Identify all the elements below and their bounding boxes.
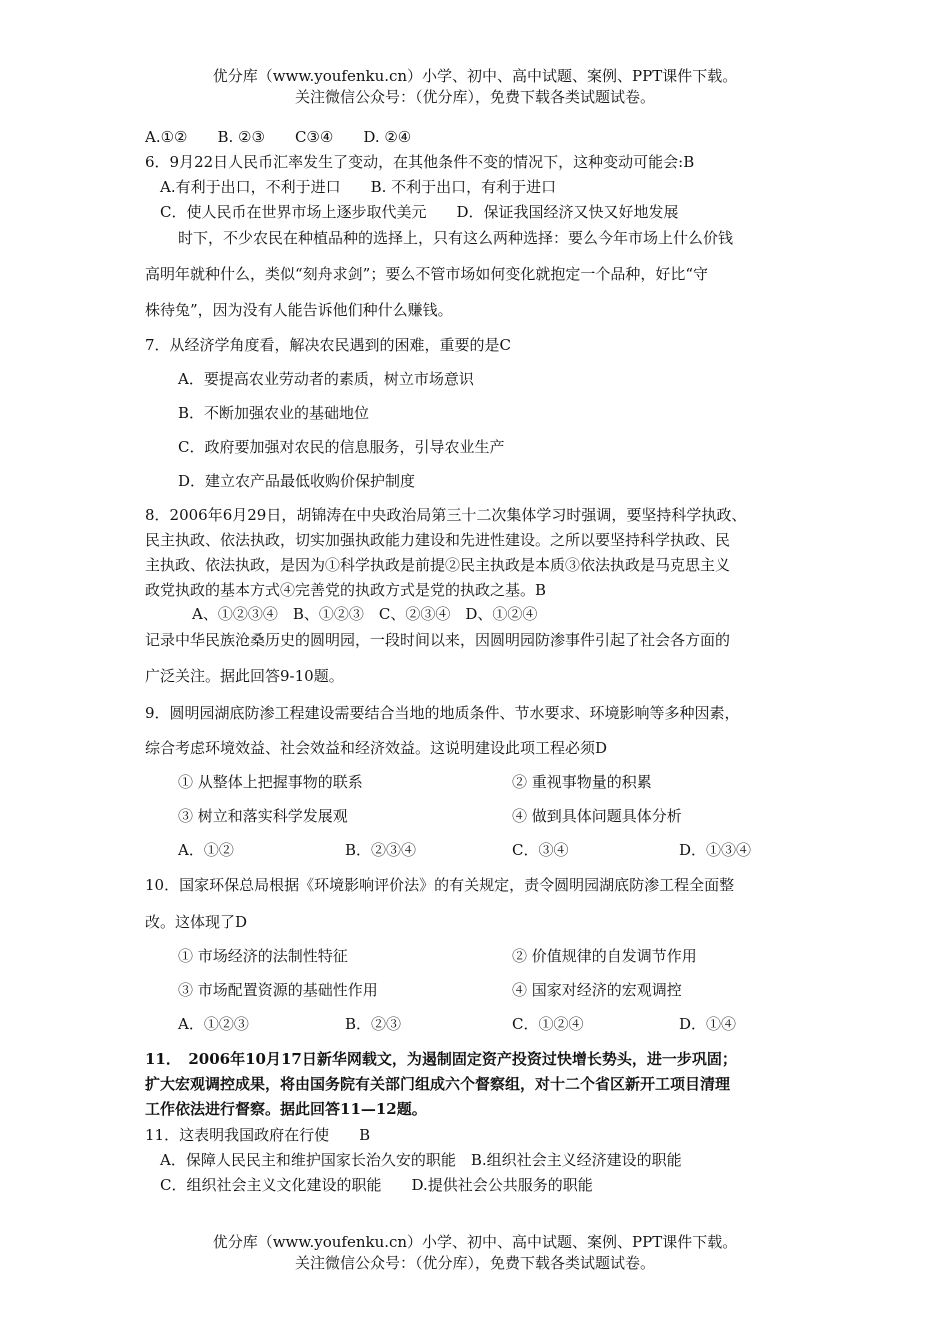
q8-line-1: 8．2006年6月29日，胡锦涛在中央政治局第三十二次集体学习时强调，要坚持科学执政、 xyxy=(145,506,747,524)
q7-option-c: C．政府要加强对农民的信息服务，引导农业生产 xyxy=(178,438,505,456)
q8-options: A、①②③④ B、①②③ C、②③④ D、①②④ xyxy=(192,605,538,623)
passage2-line-1: 记录中华民族沧桑历史的圆明园，一段时间以来，因圆明园防渗事件引起了社会各方面的 xyxy=(145,631,731,649)
passage1-line-1: 时下，不少农民在种植品种的选择上，只有这么两种选择：要么今年市场上什么价钱 xyxy=(178,229,734,247)
q9-statement-3: ③ 树立和落实科学发展观 xyxy=(178,807,348,825)
footer-line-1: 优分库（www.youfenku.cn）小学、初中、高中试题、案例、PPT课件下载。 xyxy=(212,1233,738,1251)
q10-option-d: D．①④ xyxy=(679,1015,737,1033)
q10-option-c: C．①②④ xyxy=(512,1015,584,1033)
q9-statement-4: ④ 做到具体问题具体分析 xyxy=(512,807,682,825)
q10-statement-2: ② 价值规律的自发调节作用 xyxy=(512,947,697,965)
q9-option-c: C．③④ xyxy=(512,841,569,859)
q6-options-cd: C．使人民币在世界市场上逐步取代美元 D．保证我国经济又快又好地发展 xyxy=(160,203,679,221)
q10-line-2: 改。这体现了D xyxy=(145,913,248,931)
passage1-line-3: 株待兔”，因为没有人能告诉他们种什么赚钱。 xyxy=(145,301,453,319)
passage1-line-2: 高明年就种什么，类似“刻舟求剑”；要么不管市场如何变化就抱定一个品种，好比“守 xyxy=(145,265,709,283)
q8-line-3: 主执政、依法执政，是因为①科学执政是前提②民主执政是本质③依法执政是马克思主义 xyxy=(145,556,731,574)
q11-options-ab: A．保障人民民主和维护国家长治久安的职能 B.组织社会主义经济建设的职能 xyxy=(160,1151,682,1169)
q9-line-2: 综合考虑环境效益、社会效益和经济效益。这说明建设此项工程必须D xyxy=(145,739,608,757)
header-line-2: 关注微信公众号：（优分库），免费下载各类试题试卷。 xyxy=(294,88,655,106)
q10-option-a: A．①②③ xyxy=(178,1015,249,1033)
q9-line-1: 9．圆明园湖底防渗工程建设需要结合当地的地质条件、节水要求、环境影响等多种因素， xyxy=(145,704,740,722)
passage3-line-3: 工作依法进行督察。据此回答11—12题。 xyxy=(145,1100,427,1118)
q10-statement-3: ③ 市场配置资源的基础性作用 xyxy=(178,981,378,999)
q9-option-b: B．②③④ xyxy=(345,841,417,859)
q9-option-a: A．①② xyxy=(178,841,234,859)
q8-line-4: 政党执政的基本方式④完善党的执政方式是党的执政之基。B xyxy=(145,581,547,599)
q11-options-cd: C．组织社会主义文化建设的职能 D.提供社会公共服务的职能 xyxy=(160,1176,593,1194)
q6-stem: 6．9月22日人民币汇率发生了变动，在其他条件不变的情况下，这种变动可能会:B xyxy=(145,153,695,171)
passage3-line-1: 11． 2006年10月17日新华网载文，为遏制固定资产投资过快增长势头，进一步巩固； xyxy=(145,1050,737,1068)
q10-line-1: 10．国家环保总局根据《环境影响评价法》的有关规定，责令圆明园湖底防渗工程全面整 xyxy=(145,876,735,894)
footer-line-2: 关注微信公众号：（优分库），免费下载各类试题试卷。 xyxy=(294,1254,655,1272)
q6-options-ab: A.有利于出口，不利于进口 B. 不利于出口，有利于进口 xyxy=(160,178,557,196)
q9-statement-1: ① 从整体上把握事物的联系 xyxy=(178,773,363,791)
q8-line-2: 民主执政、依法执政，切实加强执政能力建设和先进性建设。之所以要坚持科学执政、民 xyxy=(145,531,731,549)
q11-stem: 11．这表明我国政府在行使 B xyxy=(145,1126,371,1144)
q10-statement-4: ④ 国家对经济的宏观调控 xyxy=(512,981,682,999)
q7-option-a: A．要提高农业劳动者的素质，树立市场意识 xyxy=(178,370,474,388)
q10-option-b: B．②③ xyxy=(345,1015,402,1033)
header-line-1: 优分库（www.youfenku.cn）小学、初中、高中试题、案例、PPT课件下载。 xyxy=(212,67,738,85)
q9-statement-2: ② 重视事物量的积累 xyxy=(512,773,652,791)
q7-option-d: D．建立农产品最低收购价保护制度 xyxy=(178,472,416,490)
prev-question-options: A.①② B. ②③ C③④ D. ②④ xyxy=(145,128,412,146)
passage2-line-2: 广泛关注。据此回答9-10题。 xyxy=(145,667,344,685)
q7-stem: 7．从经济学角度看，解决农民遇到的困难，重要的是C xyxy=(145,336,512,354)
passage3-line-2: 扩大宏观调控成果，将由国务院有关部门组成六个督察组，对十二个省区新开工项目清理 xyxy=(145,1075,731,1093)
q7-option-b: B．不断加强农业的基础地位 xyxy=(178,404,370,422)
q10-statement-1: ① 市场经济的法制性特征 xyxy=(178,947,348,965)
q9-option-d: D．①③④ xyxy=(679,841,752,859)
